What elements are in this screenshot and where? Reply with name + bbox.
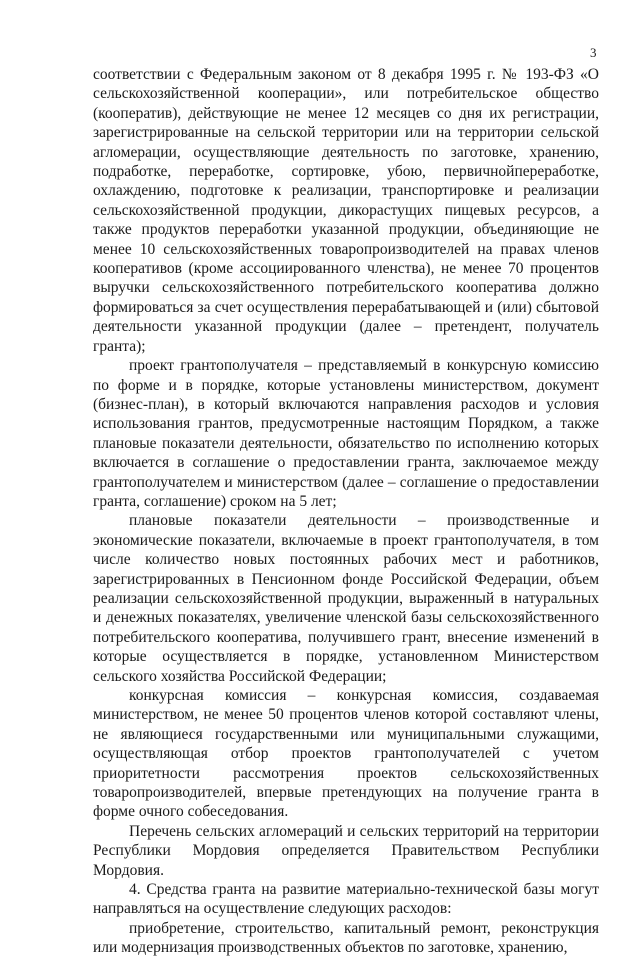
paragraph-grantee-project-definition: проект грантополучателя – представляемый в конкурсную комиссию по форме и в порядке, которые установлены министерством, документ (бизнес-план), в который включаются направления расходов и условия использования грантов, предусмотренные настоящим Порядком, а также плановые показатели деятельности, обязательство по исполнению которых включается в соглашение о предоставлении гранта, заключаемое между грантополучателем и министерством (далее – соглашение о предоставлении гранта, соглашение) сроком на 5 лет;	[93, 357, 599, 510]
paragraph-expense-item-facilities: приобретение, строительство, капитальный ремонт, реконструкция или модернизация производственных объектов по заготовке, хранению,	[93, 919, 599, 957]
paragraph-agglomerations-list: Перечень сельских агломераций и сельских территорий на территории Республики Мордовия определяется Правительством Республики Мордовия.	[93, 822, 599, 879]
document-body	[93, 65, 599, 958]
page-number: 3	[590, 45, 597, 60]
paragraph-section-4-grant-expenses: 4. Средства гранта на развитие материально-технической базы могут направляться на осуществление следующих расходов:	[93, 881, 599, 918]
paragraph-planned-indicators-definition: плановые показатели деятельности – производственные и экономические показатели, включаемые в проект грантополучателя, в том числе количество новых постоянных рабочих мест и работников, зарегистрированных в Пенсионном фонде Российской Федерации, объем реализации сельскохозяйственной продукции, выраженный в натуральных и денежных показателях, увеличение членской базы сельскохозяйственного потребительского кооператива, получившего грант, внесение изменений в которые осуществляется в порядке, установленном Министерством сельского хозяйства Российской Федерации;	[93, 512, 599, 685]
paragraph-applicant-definition: соответствии с Федеральным законом от 8 декабря 1995 г. № 193-ФЗ «О сельскохозяйственной кооперации», или потребительское общество (кооператив), действующие не менее 12 месяцев со дня их регистрации, зарегистрированные на сельской территории или на территории сельской агломерации, осуществляющие деятельность по заготовке, хранению, подработке, переработке, сортировке, убою, первичнойпереработке, охлаждению, подготовке к реализации, транспортировке и реализации сельскохозяйственной продукции, дикорастущих пищевых ресурсов, а также продуктов переработки указанной продукции, объединяющие не менее 10 сельскохозяйственных товаропроизводителей на правах членов кооперативов (кроме ассоциированного членства), не менее 70 процентов выручки сельскохозяйственного потребительского кооператива должно формироваться за счет осуществления перерабатывающей и (или) сбытовой деятельности указанной продукции (далее – претендент, получатель гранта);	[93, 66, 599, 355]
paragraph-competition-commission-definition: конкурсная комиссия – конкурсная комиссия, создаваемая министерством, не менее 50 процентов членов которой составляют члены, не являющиеся государственными или муниципальными служащими, осуществляющая отбор проектов грантополучателей с учетом приоритетности рассмотрения проектов сельскохозяйственных товаропроизводителей, впервые претендующих на получение гранта в форме очного собеседования.	[93, 687, 599, 821]
